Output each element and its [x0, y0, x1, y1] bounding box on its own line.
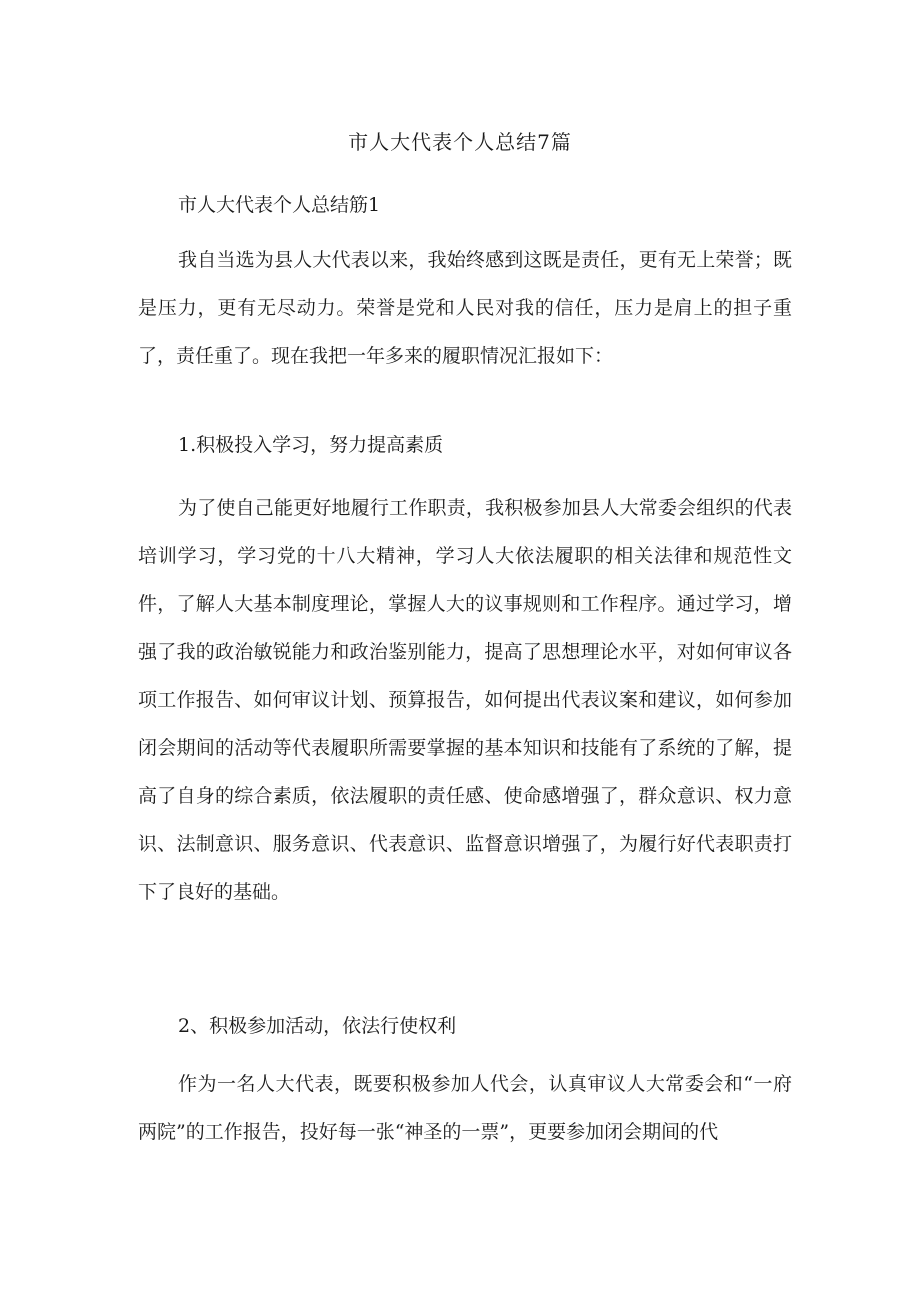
heading-activities: 2、积极参加活动，依法行使权利 [178, 1015, 457, 1037]
paragraph-intro: 我自当选为县人大代表以来，我始终感到这既是责任，更有无上荣誉；既是压力，更有无尽动力。荣誉是党和人民对我的信任，压力是肩上的担子重了，责任重了。现在我把一年多来的履职情况汇报如下： [138, 249, 792, 367]
section-subtitle: 市人大代表个人总结筋1 [178, 194, 381, 216]
paragraph-activities: 作为一名人大代表，既要积极参加人代会，认真审议人大常委会和“一府两院”的工作报告，投好每一张“神圣的一票”，更要参加闭会期间的代 [138, 1073, 792, 1143]
document-title: 市人大代表个人总结7篇 [348, 130, 572, 154]
paragraph-study: 为了使自己能更好地履行工作职责，我积极参加县人大常委会组织的代表培训学习，学习党的十八大精神，学习人大依法履职的相关法律和规范性文件，了解人大基本制度理论，掌握人大的议事规则和工作程序。通过学习，增强了我的政治敏锐能力和政治鉴别能力，提高了思想理论水平，对如何审议各项工作报告、如何审议计划、预算报告，如何提出代表议案和建议，如何参加闭会期间的活动等代表履职所需要掌握的基本知识和技能有了系统的了解，提高了自身的综合素质，依法履职的责任感、使命感增强了，群众意识、权力意识、法制意识、服务意识、代表意识、监督意识增强了，为履行好代表职责打下了良好的基础。 [138, 497, 792, 903]
heading-study: 1.积极投入学习，努力提高素质 [178, 434, 444, 456]
